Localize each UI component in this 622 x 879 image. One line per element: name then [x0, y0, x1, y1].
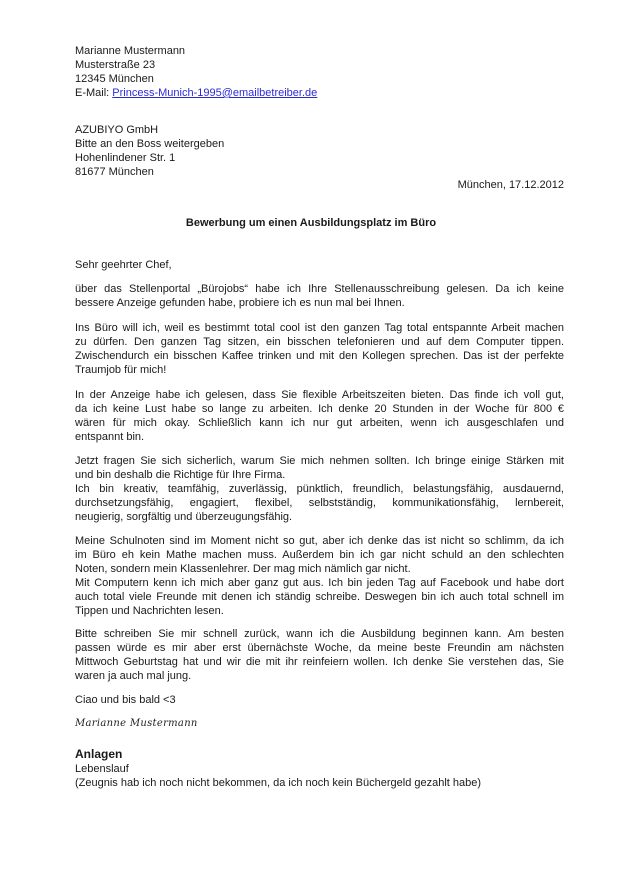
recipient-note: Bitte an den Boss weitergeben — [75, 138, 225, 150]
paragraph-line: Zwischendurch ein bisschen Kaffee trinken und mit den Kollegen sprechen. Das ist der perfekte — [75, 350, 564, 362]
sender-email-line — [75, 86, 563, 100]
paragraph-line: Bitte schreiben Sie mir schnell zurück, wann ich die Ausbildung beginnen kann. Am besten — [75, 628, 564, 640]
paragraph-3 — [75, 388, 564, 444]
attachment-item: Lebenslauf — [75, 763, 129, 775]
paragraph-line: entspannt bin. — [75, 431, 145, 443]
paragraph-line: Noten, sondern mein Klassenlehrer. Der mag mich nämlich gar nicht. — [75, 563, 411, 575]
paragraph-line: waren ja auch mal jung. — [75, 670, 192, 682]
paragraph-2 — [75, 321, 564, 377]
recipient-company: AZUBIYO GmbH — [75, 124, 159, 136]
salutation: Sehr geehrter Chef, — [75, 259, 172, 271]
attachment-item: (Zeugnis hab ich noch nicht bekommen, da ich noch kein Büchergeld gezahlt habe) — [75, 777, 482, 789]
signature: Marianne Mustermann — [75, 718, 198, 729]
paragraph-line: und bin deshalb die Richtige für Ihre Firma. — [75, 469, 286, 481]
paragraph-line: zu dürfen. Den ganzen Tag sitzen, ein bisschen telefonieren und auf dem Computer tippen. — [75, 336, 564, 348]
paragraph-line: Ins Büro will ich, weil es bestimmt total cool ist den ganzen Tag total entspannte Arbeit machen — [75, 322, 564, 334]
recipient-city: 81677 München — [75, 166, 154, 178]
sender-street: Musterstraße 23 — [75, 59, 156, 71]
sender-name: Marianne Mustermann — [75, 45, 186, 57]
paragraph-line: da ich keine Lust habe so lange zu arbeiten. Ich denke 20 Stunden in der Woche für 800 € — [75, 403, 564, 415]
paragraph-line: Traumjob für mich! — [75, 364, 167, 376]
paragraph-line: neugierig, sorgfältig und überzeugungsfähig. — [75, 511, 293, 523]
paragraph-line: Jetzt fragen Sie sich sicherlich, warum Sie mich nehmen sollten. Ich bringe einige Stärken mit — [75, 455, 564, 467]
letter-subject: Bewerbung um einen Ausbildungsplatz im Büro — [185, 217, 437, 229]
sender-city: 12345 München — [75, 73, 154, 85]
sender-address — [75, 44, 563, 100]
attachments-title: Anlagen — [75, 747, 123, 761]
paragraph-1 — [75, 282, 564, 310]
paragraph-line: auch total viele Freunde mit denen ich ständig schreibe. Deswegen bin ich auch total schnell im — [75, 591, 564, 603]
paragraph-line: durchsetzungsfähig, engagiert, flexibel, selbstständig, kommunikationsfähig, lernbereit, — [75, 497, 564, 509]
paragraph-line: wären für mich okay. Schließlich kann ich nur gut arbeiten, wenn ich ausgeschlafen und — [75, 417, 564, 429]
paragraph-line: über das Stellenportal „Bürojobs“ habe ich Ihre Stellenausschreibung gelesen. Da ich keine — [75, 283, 564, 295]
paragraph-line: Ich bin kreativ, teamfähig, zuverlässig, pünktlich, freundlich, belastungsfähig, ausdauernd, — [75, 483, 564, 495]
paragraph-line: Meine Schulnoten sind im Moment nicht so gut, aber ich denke das ist nicht so schlimm, da ich — [75, 535, 564, 547]
recipient-address — [75, 123, 563, 179]
paragraph-line: Tippen und Nachrichten lesen. — [75, 605, 224, 617]
paragraph-line: bessere Anzeige gefunden habe, probiere ich es nun mal bei Ihnen. — [75, 297, 405, 309]
paragraph-line: Mittwoch Geburtstag hat und wir die mit ihr reinfeiern wollen. Ich denke Sie verstehen das, Sie — [75, 656, 564, 668]
sender-email-link[interactable]: Princess-Munich-1995@emailbetreiber.de — [112, 87, 318, 99]
sender-email-label: E-Mail: — [75, 87, 113, 99]
paragraph-4 — [75, 454, 564, 524]
paragraph-line: In der Anzeige habe ich gelesen, dass Sie flexible Arbeitszeiten bieten. Das finde ich voll gut, — [75, 389, 564, 401]
letter-date: München, 17.12.2012 — [457, 179, 564, 191]
paragraph-5 — [75, 534, 564, 618]
paragraph-line: Mit Computern kenn ich mich aber ganz gut aus. Ich bin jeden Tag auf Facebook und habe dort — [75, 577, 564, 589]
paragraph-line: passen würde es mir aber erst übernächste Woche, da meine beste Freundin am nächsten — [75, 642, 564, 654]
attachments-list — [75, 762, 563, 790]
recipient-street: Hohenlindener Str. 1 — [75, 152, 176, 164]
paragraph-6 — [75, 627, 564, 683]
closing: Ciao und bis bald <3 — [75, 694, 176, 706]
paragraph-line: im Büro eh kein Mathe machen muss. Außerdem bin ich gar nicht schuld an den schlechten — [75, 549, 564, 561]
